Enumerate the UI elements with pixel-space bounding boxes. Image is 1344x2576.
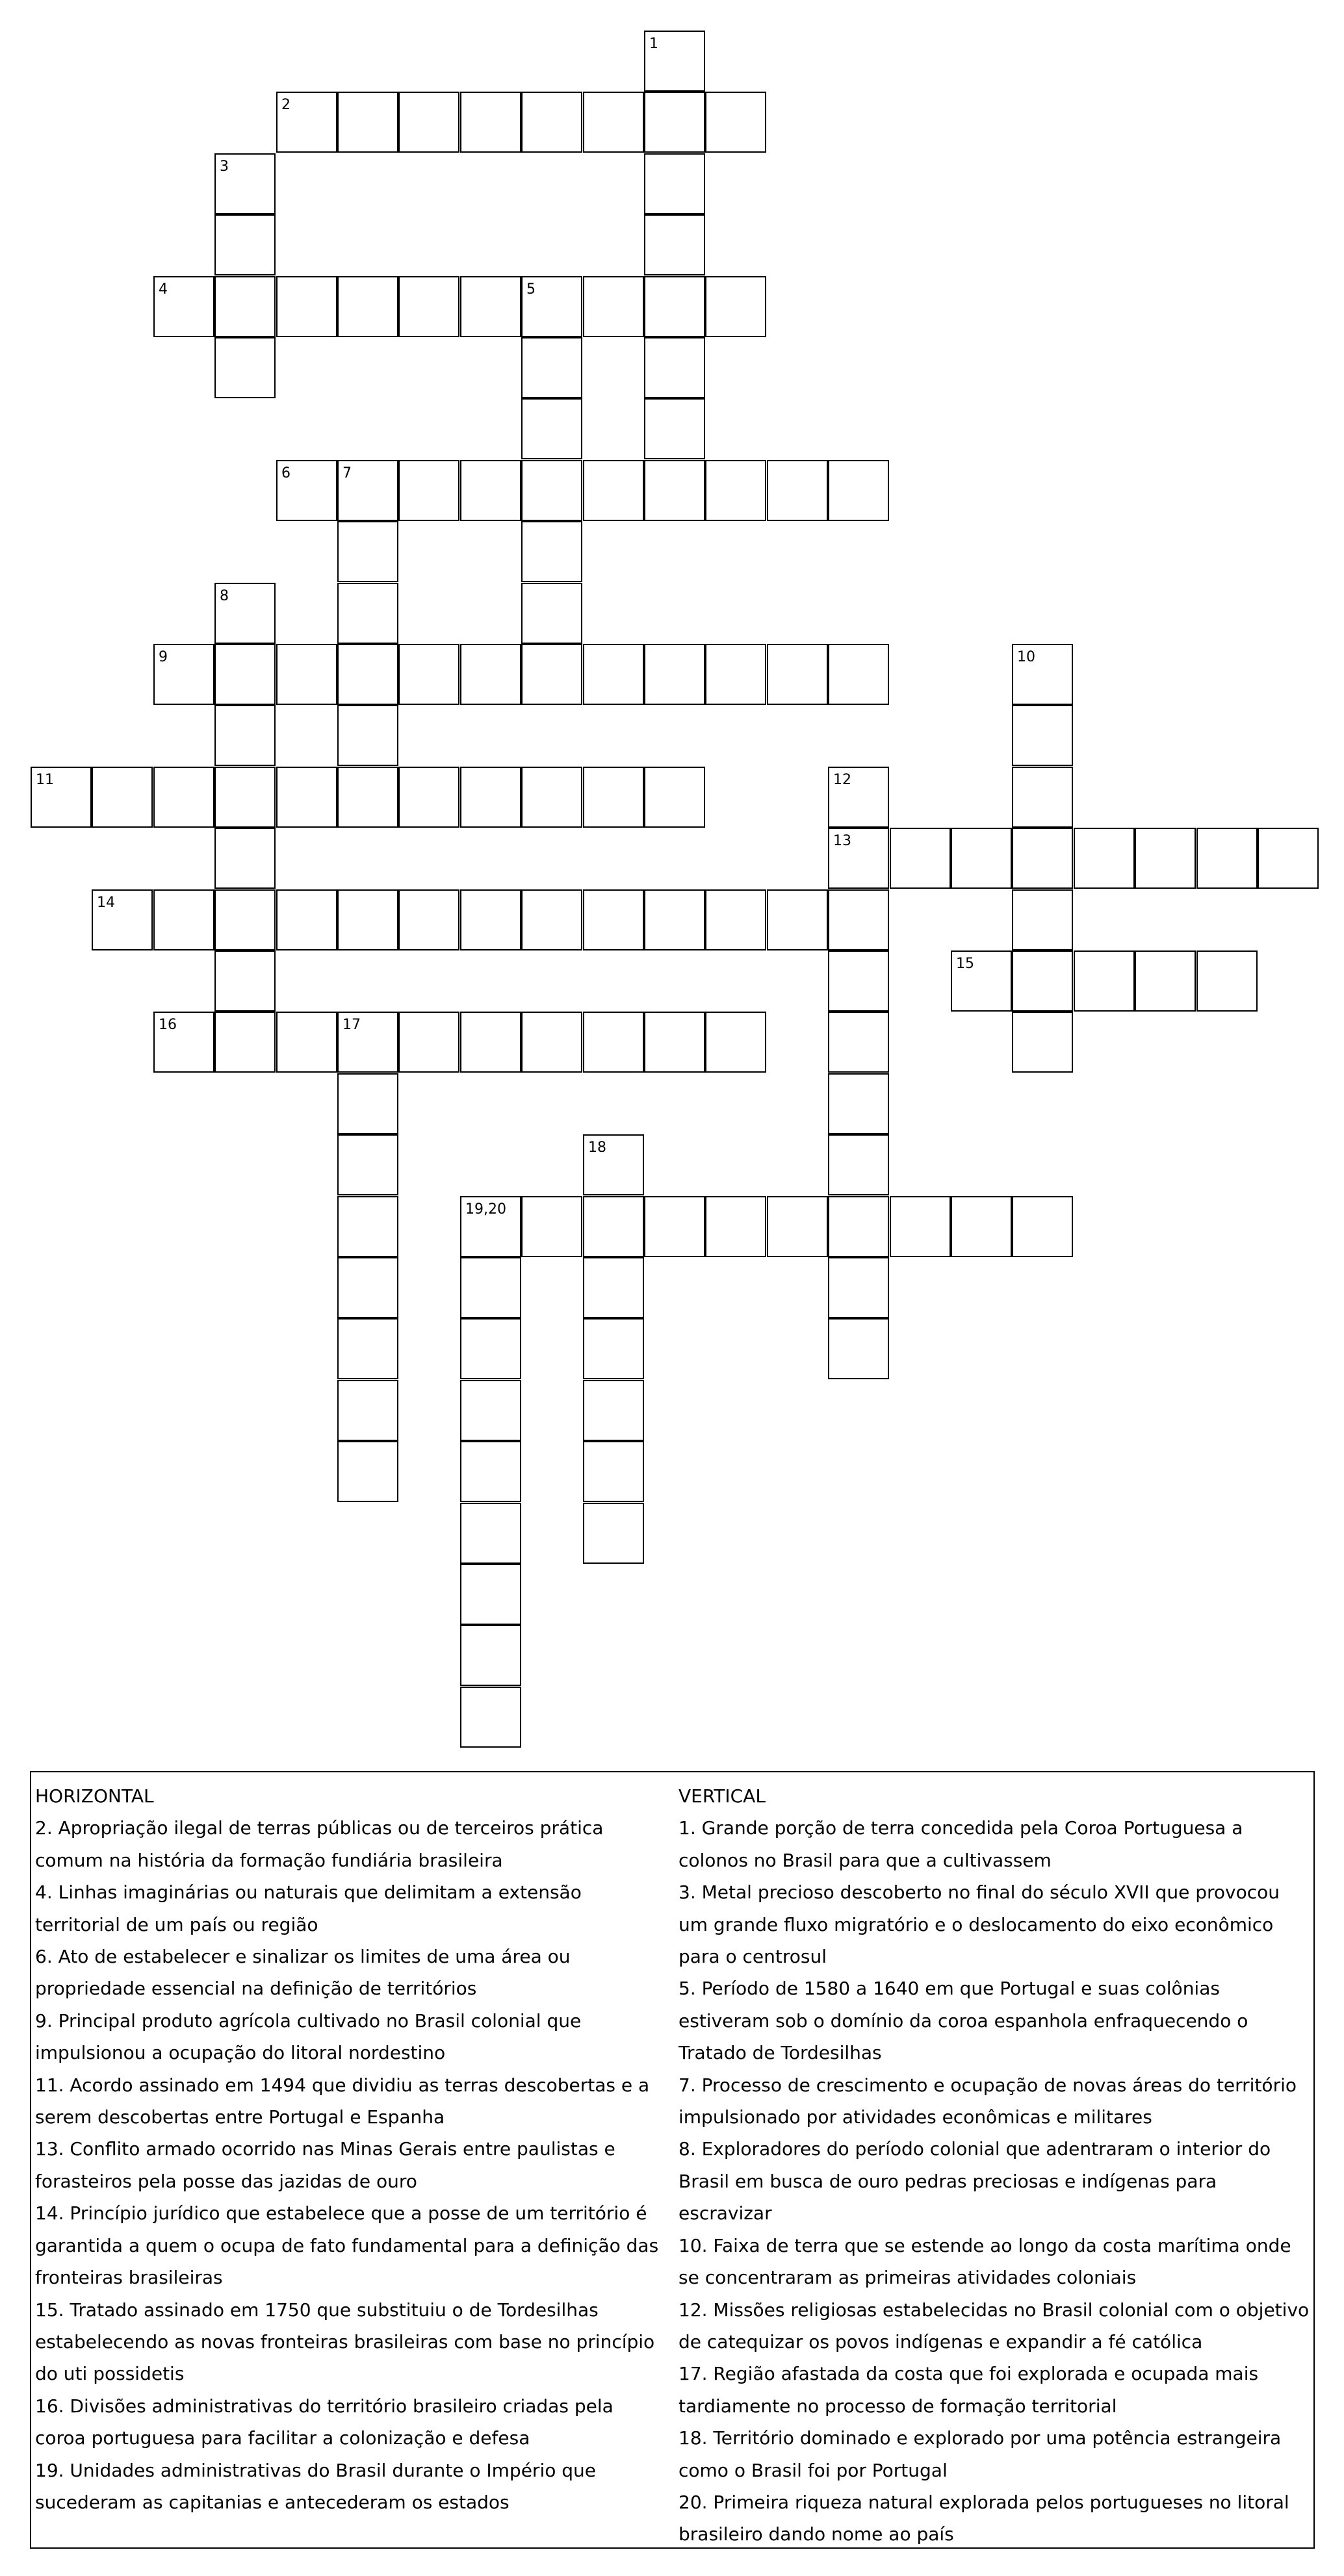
grid-cell[interactable] — [337, 1441, 398, 1502]
grid-cell[interactable] — [337, 1318, 398, 1379]
grid-cell[interactable] — [460, 1441, 521, 1502]
grid-cell[interactable] — [398, 889, 459, 950]
grid-cell[interactable] — [521, 1196, 582, 1257]
grid-cell[interactable] — [583, 1441, 644, 1502]
grid-cell[interactable] — [337, 1380, 398, 1441]
grid-cell[interactable] — [460, 92, 521, 153]
grid-cell[interactable] — [521, 92, 582, 153]
grid-cell[interactable] — [460, 1687, 521, 1748]
grid-cell[interactable] — [214, 337, 276, 398]
grid-cell[interactable] — [1196, 828, 1258, 889]
grid-cell[interactable] — [460, 1625, 521, 1686]
grid-cell[interactable] — [92, 767, 153, 828]
grid-cell[interactable] — [705, 276, 766, 337]
grid-cell[interactable] — [460, 644, 521, 705]
clue-h13: 13. Conflito armado ocorrido nas Minas Gerais entre paulistas e forasteiros pela posse das jazidas de ouro — [35, 2138, 615, 2192]
clue-number-18: 18 — [588, 1140, 606, 1156]
grid-cell[interactable] — [337, 705, 398, 766]
clue-number-11: 11 — [36, 772, 54, 788]
grid-cell[interactable] — [644, 214, 705, 275]
clue-number-3: 3 — [220, 159, 229, 175]
grid-cell[interactable] — [828, 1196, 889, 1257]
clue-number-2: 2 — [281, 97, 291, 113]
clue-number-10: 10 — [1017, 649, 1035, 665]
grid-cell[interactable] — [828, 460, 889, 521]
grid-cell[interactable] — [644, 1196, 705, 1257]
grid-cell[interactable] — [337, 1073, 398, 1134]
grid-cell[interactable] — [337, 276, 398, 337]
grid-cell[interactable] — [337, 1134, 398, 1195]
grid-cell[interactable] — [398, 1012, 459, 1073]
grid-cell[interactable] — [583, 1257, 644, 1318]
grid-cell[interactable] — [460, 889, 521, 950]
grid-cell[interactable] — [1135, 828, 1196, 889]
grid-cell[interactable] — [214, 889, 276, 950]
grid-cell[interactable] — [644, 337, 705, 398]
grid-cell[interactable] — [398, 92, 459, 153]
grid-cell[interactable] — [890, 1196, 951, 1257]
clue-v10: 10. Faixa de terra que se estende ao longo da costa marítima onde se concentraram as primeiras atividades coloniais — [678, 2234, 1291, 2289]
clue-h4: 4. Linhas imaginárias ou naturais que delimitam a extensão territorial de um país ou região — [35, 1881, 582, 1935]
grid-cell[interactable] — [521, 337, 582, 398]
clue-h2: 2. Apropriação ilegal de terras públicas ou de terceiros prática comum na história da formação fundiária brasileira — [35, 1817, 604, 1871]
grid-cell[interactable] — [583, 644, 644, 705]
grid-cell[interactable] — [460, 1012, 521, 1073]
grid-cell[interactable] — [214, 214, 276, 275]
grid-cell[interactable] — [398, 276, 459, 337]
grid-cell[interactable] — [153, 767, 214, 828]
clue-h15: 15. Tratado assinado em 1750 que substituiu o de Tordesilhas estabelecendo as novas fronteiras brasileiras com base no princípio do uti possidetis — [35, 2299, 655, 2385]
grid-cell[interactable] — [583, 1318, 644, 1379]
grid-cell[interactable] — [276, 889, 337, 950]
grid-cell[interactable] — [767, 1196, 828, 1257]
grid-cell[interactable] — [214, 828, 276, 889]
grid-cell[interactable] — [644, 276, 705, 337]
grid-cell[interactable] — [214, 1012, 276, 1073]
grid-cell[interactable] — [767, 644, 828, 705]
clue-number-6: 6 — [281, 465, 291, 481]
clue-number-1: 1 — [649, 36, 658, 52]
grid-cell[interactable] — [521, 644, 582, 705]
grid-cell[interactable] — [460, 460, 521, 521]
grid-cell[interactable] — [460, 276, 521, 337]
grid-cell[interactable] — [1012, 767, 1073, 828]
grid-cell[interactable] — [276, 276, 337, 337]
grid-cell[interactable] — [1135, 950, 1196, 1012]
grid-cell[interactable] — [828, 644, 889, 705]
grid-cell[interactable] — [828, 1134, 889, 1195]
grid-cell[interactable] — [521, 583, 582, 644]
grid-cell[interactable] — [398, 644, 459, 705]
grid-cell[interactable] — [583, 1503, 644, 1564]
clue-v8: 8. Exploradores do período colonial que adentraram o interior do Brasil em busca de ouro pedras preciosas e indígenas para escravizar — [678, 2138, 1271, 2225]
grid-cell[interactable] — [583, 276, 644, 337]
grid-cell[interactable] — [460, 1564, 521, 1625]
grid-cell[interactable] — [644, 153, 705, 214]
grid-cell[interactable] — [951, 1196, 1012, 1257]
grid-cell[interactable] — [337, 521, 398, 582]
grid-cell[interactable] — [1012, 1012, 1073, 1073]
horizontal-heading: HORIZONTAL — [35, 1785, 154, 1807]
clue-number-17: 17 — [342, 1017, 361, 1033]
clue-v1: 1. Grande porção de terra concedida pela Coroa Portuguesa a colonos no Brasil para que a cultivassem — [678, 1817, 1243, 1871]
grid-cell[interactable] — [828, 950, 889, 1012]
grid-cell[interactable] — [214, 276, 276, 337]
grid-cell[interactable] — [583, 767, 644, 828]
grid-cell[interactable] — [1012, 889, 1073, 950]
grid-cell[interactable] — [583, 1196, 644, 1257]
vertical-heading: VERTICAL — [678, 1785, 766, 1807]
grid-cell[interactable] — [644, 1012, 705, 1073]
grid-cell[interactable] — [214, 705, 276, 766]
grid-cell[interactable] — [828, 1073, 889, 1134]
grid-cell[interactable] — [644, 460, 705, 521]
grid-cell[interactable] — [521, 889, 582, 950]
vertical-clues — [678, 1780, 1310, 2551]
grid-cell[interactable] — [1074, 828, 1135, 889]
grid-cell[interactable] — [705, 1012, 766, 1073]
grid-cell[interactable] — [337, 1196, 398, 1257]
grid-cell[interactable] — [1012, 828, 1073, 889]
grid-cell[interactable] — [214, 644, 276, 705]
grid-cell[interactable] — [276, 1012, 337, 1073]
clue-number-4: 4 — [159, 281, 168, 298]
grid-cell[interactable] — [828, 1257, 889, 1318]
grid-cell[interactable] — [521, 460, 582, 521]
grid-cell[interactable] — [214, 950, 276, 1012]
grid-cell[interactable] — [828, 889, 889, 950]
grid-cell[interactable] — [644, 767, 705, 828]
grid-cell[interactable] — [828, 1318, 889, 1379]
grid-cell[interactable] — [1012, 950, 1073, 1012]
grid-cell[interactable] — [767, 889, 828, 950]
grid-cell[interactable] — [705, 1196, 766, 1257]
grid-cell[interactable] — [521, 521, 582, 582]
grid-cell[interactable] — [583, 1012, 644, 1073]
grid-cell[interactable] — [337, 1257, 398, 1318]
clue-v3: 3. Metal precioso descoberto no final do século XVII que provocou um grande fluxo migratório e o deslocamento do eixo econômico para o centrosul — [678, 1881, 1280, 1968]
grid-cell[interactable] — [337, 92, 398, 153]
grid-cell[interactable] — [398, 767, 459, 828]
clue-v12: 12. Missões religiosas estabelecidas no Brasil colonial com o objetivo de catequizar os povos indígenas e expandir a fé católica — [678, 2299, 1310, 2353]
grid-cell[interactable] — [1258, 828, 1319, 889]
grid-cell[interactable] — [460, 767, 521, 828]
horizontal-clues — [35, 1780, 659, 2518]
grid-cell[interactable] — [583, 460, 644, 521]
clue-number-12: 12 — [833, 772, 851, 788]
grid-cell[interactable] — [337, 583, 398, 644]
grid-cell[interactable] — [644, 92, 705, 153]
grid-cell[interactable] — [521, 767, 582, 828]
clue-h6: 6. Ato de estabelecer e sinalizar os limites de uma área ou propriedade essencial na definição de territórios — [35, 1946, 571, 2000]
grid-cell[interactable] — [276, 767, 337, 828]
clue-number-13: 13 — [833, 833, 851, 849]
grid-cell[interactable] — [951, 828, 1012, 889]
clue-number-9: 9 — [159, 649, 168, 665]
clue-h14: 14. Princípio jurídico que estabelece que a posse de um território é garantida a quem o ocupa de fato fundamental para a definição das fronteiras brasileiras — [35, 2202, 659, 2289]
clue-h11: 11. Acordo assinado em 1494 que dividiu as terras descobertas e a serem descobertas entre Portugal e Espanha — [35, 2074, 650, 2128]
clue-h9: 9. Principal produto agrícola cultivado no Brasil colonial que impulsionou a ocupação do litoral nordestino — [35, 2009, 582, 2064]
grid-cell[interactable] — [460, 1257, 521, 1318]
grid-cell[interactable] — [1196, 950, 1258, 1012]
grid-cell[interactable] — [337, 644, 398, 705]
clue-v7: 7. Processo de crescimento e ocupação de novas áreas do território impulsionado por atividades econômicas e militares — [678, 2074, 1297, 2128]
grid-cell[interactable] — [644, 398, 705, 459]
clue-v20: 20. Primeira riqueza natural explorada pelos portugueses no litoral brasileiro dando nome ao país — [678, 2491, 1289, 2545]
clue-number-14: 14 — [97, 895, 115, 911]
grid-cell[interactable] — [644, 889, 705, 950]
clue-v17: 17. Região afastada da costa que foi explorada e ocupada mais tardiamente no processo de formação territorial — [678, 2363, 1259, 2417]
clues-box — [30, 1771, 1315, 2549]
grid-cell[interactable] — [705, 460, 766, 521]
grid-cell[interactable] — [521, 1012, 582, 1073]
clue-v5: 5. Período de 1580 a 1640 em que Portugal e suas colônias estiveram sob o domínio da coroa espanhola enfraquecendo o Tratado de Tordesilhas — [678, 1978, 1248, 2064]
grid-cell[interactable] — [337, 767, 398, 828]
clue-h16: 16. Divisões administrativas do território brasileiro criadas pela coroa portuguesa para facilitar a colonização e defesa — [35, 2395, 614, 2449]
grid-cell[interactable] — [583, 1380, 644, 1441]
grid-cell[interactable] — [460, 1318, 521, 1379]
clue-number-19-20: 19,20 — [465, 1201, 506, 1218]
grid-cell[interactable] — [398, 460, 459, 521]
clue-number-15: 15 — [956, 956, 974, 972]
grid-cell[interactable] — [1012, 1196, 1073, 1257]
clue-number-16: 16 — [159, 1017, 177, 1033]
grid-cell[interactable] — [460, 1380, 521, 1441]
grid-cell[interactable] — [705, 889, 766, 950]
grid-cell[interactable] — [828, 1012, 889, 1073]
grid-cell[interactable] — [153, 889, 214, 950]
grid-cell[interactable] — [890, 828, 951, 889]
grid-cell[interactable] — [705, 92, 766, 153]
grid-cell[interactable] — [583, 889, 644, 950]
grid-cell[interactable] — [1074, 950, 1135, 1012]
clue-number-7: 7 — [342, 465, 352, 481]
grid-cell[interactable] — [767, 460, 828, 521]
clue-h19: 19. Unidades administrativas do Brasil durante o Império que sucederam as capitanias e antecederam os estados — [35, 2459, 596, 2513]
grid-cell[interactable] — [337, 889, 398, 950]
grid-cell[interactable] — [521, 398, 582, 459]
grid-cell[interactable] — [460, 1503, 521, 1564]
clue-number-5: 5 — [526, 281, 536, 298]
grid-cell[interactable] — [214, 767, 276, 828]
grid-cell[interactable] — [583, 92, 644, 153]
clue-v18: 18. Território dominado e explorado por uma potência estrangeira como o Brasil foi por Portugal — [678, 2427, 1282, 2481]
grid-cell[interactable] — [644, 644, 705, 705]
grid-cell[interactable] — [276, 644, 337, 705]
grid-cell[interactable] — [1012, 705, 1073, 766]
grid-cell[interactable] — [705, 644, 766, 705]
clue-number-8: 8 — [220, 588, 229, 604]
